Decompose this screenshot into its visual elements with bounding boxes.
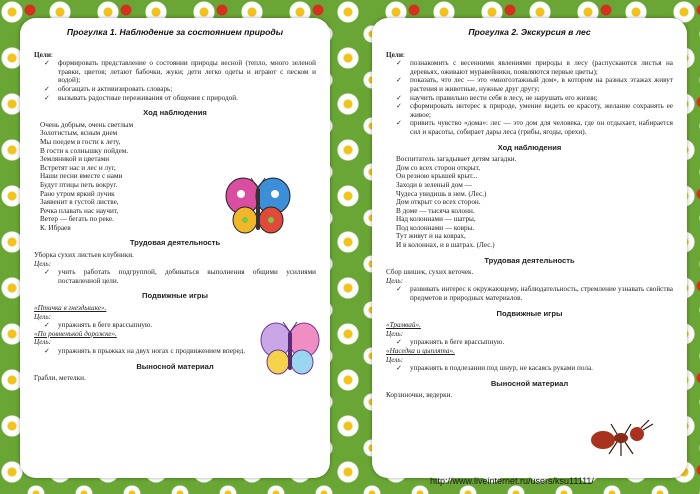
- games-heading: Подвижные игры: [142, 291, 208, 301]
- riddle-line: Заходи в зеленый дом —: [396, 180, 472, 189]
- labor-goal-label: Цель:: [34, 259, 51, 268]
- game-goal-item: ✓ упражнять в прыжках на двух ногах с продвижением вперед.: [44, 347, 316, 356]
- poem-line: Рано утром яркий лучик: [40, 189, 115, 198]
- poem-line: Будут птицы петь вокруг.: [40, 180, 118, 189]
- game-title: «Птичка в гнездышке».: [34, 304, 107, 313]
- game-goal: [386, 364, 673, 373]
- labor-goals: [34, 268, 316, 285]
- labor-goals: [386, 285, 673, 302]
- material-heading: Выносной материал: [490, 378, 569, 388]
- goal-item: ✓ вызывать радостные переживания от общения с природой.: [44, 94, 316, 103]
- riddle-line: Дом открыт со всех сторон.: [396, 198, 481, 207]
- riddle-line: Чудеса увидишь в нем. (Лес.): [396, 189, 487, 198]
- material-text: Грабли, метелки.: [34, 374, 86, 383]
- labor-text: Уборка сухих листьев клубники.: [34, 251, 134, 260]
- poem-line: Ветер — бегать по реке.: [40, 215, 114, 224]
- butterfly-illustration: [223, 176, 293, 238]
- poem-line: Мы поедем в гости к лету,: [40, 137, 121, 146]
- right-page: [372, 18, 687, 478]
- source-watermark: http://www.liveinternet.ru/users/ksu11111/: [430, 476, 594, 486]
- labor-goal-item: ✓ развивать интерес к окружающему, наблюдательность, стремление узнавать свойства предметов и природных материалов.: [396, 285, 673, 302]
- butterfly-illustration: [258, 318, 322, 378]
- goal-item: ✓ познакомить с весенними явлениями природы в лесу (распускаются листья на деревьях, оживают муравейники, появляются первые цветы);: [396, 59, 673, 76]
- game-goal-label: Цель:: [34, 338, 51, 347]
- observation-heading: Ход наблюдения: [143, 108, 207, 118]
- poem-line: Земляникой и цветами: [40, 155, 110, 164]
- page-title: Прогулка 1. Наблюдение за состоянием природы: [66, 27, 284, 37]
- game-title: «Наседка и цыплята».: [386, 347, 455, 355]
- labor-text: Сбор шишек, сухих веточек.: [386, 268, 474, 277]
- riddle-line: Под колоннами — ковры.: [396, 223, 475, 232]
- poem-line: Заявенит в густой листве,: [40, 198, 119, 207]
- game-goal-label: Цель:: [34, 312, 51, 321]
- goal-item: ✓ привить чувство «дома»: лес — это дом для человека, где он отдыхает, набирается сил и красоты, собирает дары леса (грибы, ягоды, орехи).: [396, 119, 673, 136]
- goal-item: ✓ формировать представление о состоянии природы весной (тепло, много зеленой травки, цветов; летают бабочки, жуки; дети легко одеты и играют с песком и водой);: [44, 59, 316, 85]
- riddle-line: Над колоннами — шатры,: [396, 215, 476, 224]
- material-text: Корзиночки, ведерки.: [386, 391, 453, 400]
- game-title: «Трамвай».: [386, 321, 421, 330]
- riddles: [386, 155, 673, 250]
- poem-author: К. Ибраев: [40, 223, 71, 232]
- goal-item: ✓ сформировать интерес к природе, умение видеть ее красоту, желание сохранять ее живое;: [396, 102, 673, 119]
- riddle-line: В доме — тысяча колонн.: [396, 206, 475, 215]
- labor-heading: Трудовая деятельность: [129, 238, 221, 248]
- labor-goal-label: Цель:: [386, 276, 403, 285]
- poem-line: Очень добрым, очень светлым: [40, 120, 134, 129]
- goals-list: [386, 59, 673, 136]
- game-goal-item: ✓ упражнять в подлезании под шнур, не касаясь руками пола.: [396, 364, 673, 373]
- game-title: «По ровненькой дорожке».: [34, 329, 117, 338]
- goal-item: ✓ научить правильно вести себя в лесу, не нарушать его жизни;: [396, 94, 673, 103]
- riddle-line: Дом со всех сторон открыт,: [396, 163, 481, 172]
- labor-goal-item: ✓ учить работать подгруппой, добиваться выполнения общими усилиями поставленной цели.: [44, 268, 316, 285]
- poem-line: Золотистым, ясным днем: [40, 129, 118, 138]
- goal-item: ✓ обогащать и активизировать словарь;: [44, 85, 316, 94]
- poem-line: Речка плавать нас научит,: [40, 206, 119, 215]
- page-title: Прогулка 2. Экскурсия в лес: [468, 27, 591, 37]
- goal-item: ✓ показать, что лес — это «многоэтажный дом», в котором на разных этажах живут растения и животные, нужные друг другу;: [396, 76, 673, 93]
- poem-line: Наши песни вместе с нами: [40, 172, 123, 181]
- game-goal-label: Цель:: [386, 329, 403, 338]
- left-page: [20, 18, 330, 478]
- observation-heading: Ход наблюдения: [497, 142, 562, 152]
- game-goal: [386, 338, 673, 347]
- poem-line: В гости к солнышку пойдем.: [40, 146, 129, 155]
- material-heading: Выносной материал: [136, 361, 214, 371]
- goals-label: Цели:: [386, 50, 405, 59]
- riddle-line: Тут живут и на коврах,: [396, 232, 466, 241]
- poem-line: Встретят нас и лес и луг,: [40, 163, 116, 172]
- game-goal-label: Цель:: [386, 355, 403, 364]
- game-goal-item: ✓ упражнять в беге врассыпную.: [396, 338, 673, 347]
- riddle-intro: Воспитатель загадывает детям загадки.: [396, 155, 517, 164]
- game-goal-item: ✓ упражнять в беге врассыпную.: [44, 321, 316, 330]
- labor-heading: Трудовая деятельность: [484, 255, 575, 265]
- games-heading: Подвижные игры: [496, 308, 563, 318]
- goals-label: Цели:: [34, 50, 53, 59]
- goals-list: [34, 59, 316, 102]
- riddle-line: И в колоннах, и в шатрах. (Лес.): [396, 241, 495, 250]
- riddle-line: Он резною крышей крыт...: [396, 172, 478, 181]
- ant-illustration: [587, 418, 657, 458]
